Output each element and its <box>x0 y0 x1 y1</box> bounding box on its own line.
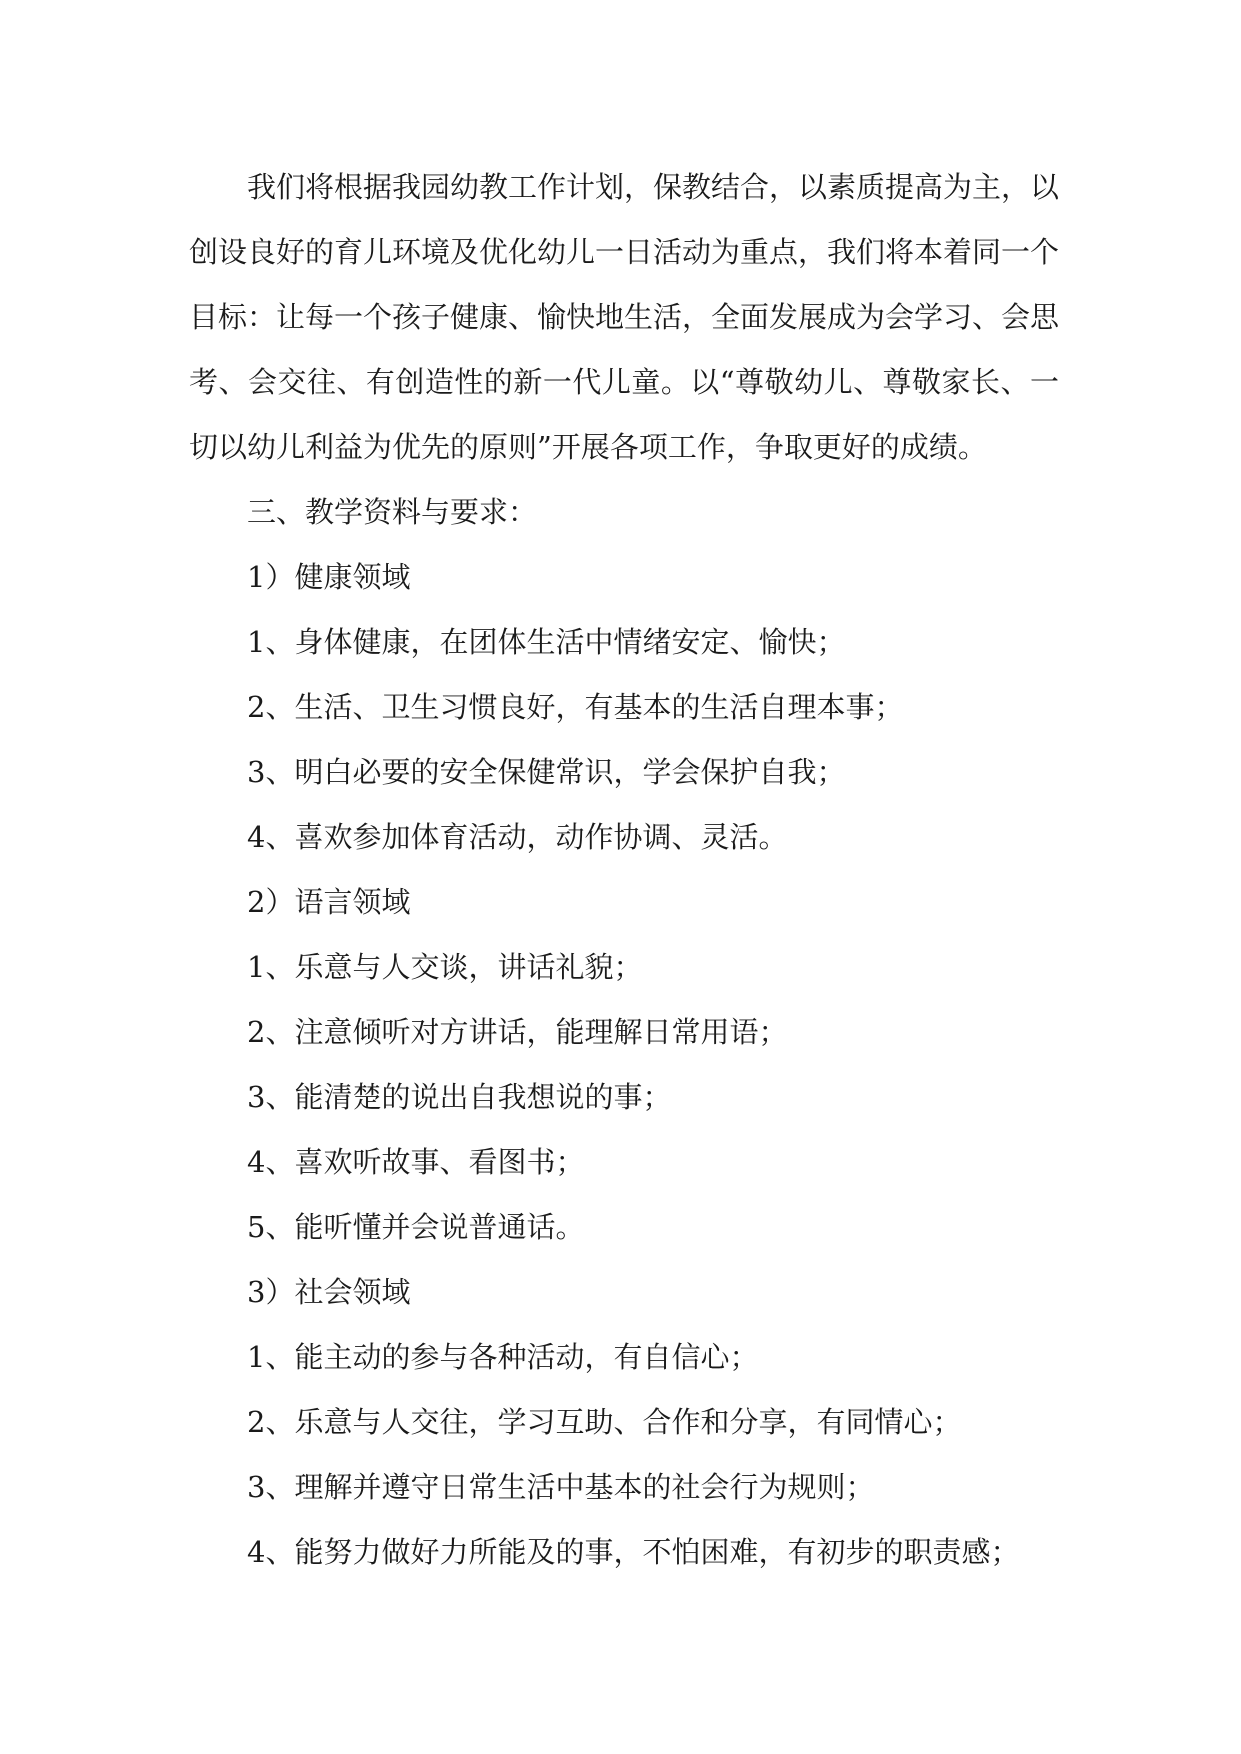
social-heading: 3）社会领域 <box>247 1275 411 1309</box>
document-body <box>189 155 1059 1585</box>
list-item: 2、乐意与人交往，学习互助、合作和分享，有同情心； <box>247 1405 962 1439</box>
health-heading: 1）健康领域 <box>247 560 411 594</box>
list-item: 4、喜欢听故事、看图书； <box>247 1145 585 1179</box>
list-item: 4、能努力做好力所能及的事，不怕困难，有初步的职责感； <box>247 1535 1020 1569</box>
list-item: 5、能听懂并会说普通话。 <box>247 1210 585 1244</box>
list-item: 3、理解并遵守日常生活中基本的社会行为规则； <box>247 1470 875 1504</box>
intro-paragraph: 我们将根据我园幼教工作计划，保教结合，以素质提高为主，以创设良好的育儿环境及优化幼儿一日活动为重点，我们将本着同一个目标：让每一个孩子健康、愉快地生活，全面发展成为会学习、会思考、会交往、有创造性的新一代儿童。以“尊敬幼儿、尊敬家长、一切以幼儿利益为优先的原则”开展各项工作，争取更好的成绩。 <box>189 170 1060 464</box>
language-heading: 2）语言领域 <box>247 885 411 919</box>
list-item: 1、乐意与人交谈，讲话礼貌； <box>247 950 643 984</box>
list-item: 3、明白必要的安全保健常识，学会保护自我； <box>247 755 846 789</box>
list-item: 2、生活、卫生习惯良好，有基本的生活自理本事； <box>247 690 904 724</box>
list-item: 1、身体健康，在团体生活中情绪安定、愉快； <box>247 625 846 659</box>
list-item: 4、喜欢参加体育活动，动作协调、灵活。 <box>247 820 788 854</box>
list-item: 2、注意倾听对方讲话，能理解日常用语； <box>247 1015 788 1049</box>
list-item: 3、能清楚的说出自我想说的事； <box>247 1080 672 1114</box>
list-item: 1、能主动的参与各种活动，有自信心； <box>247 1340 759 1374</box>
section-heading: 三、教学资料与要求： <box>247 495 538 529</box>
